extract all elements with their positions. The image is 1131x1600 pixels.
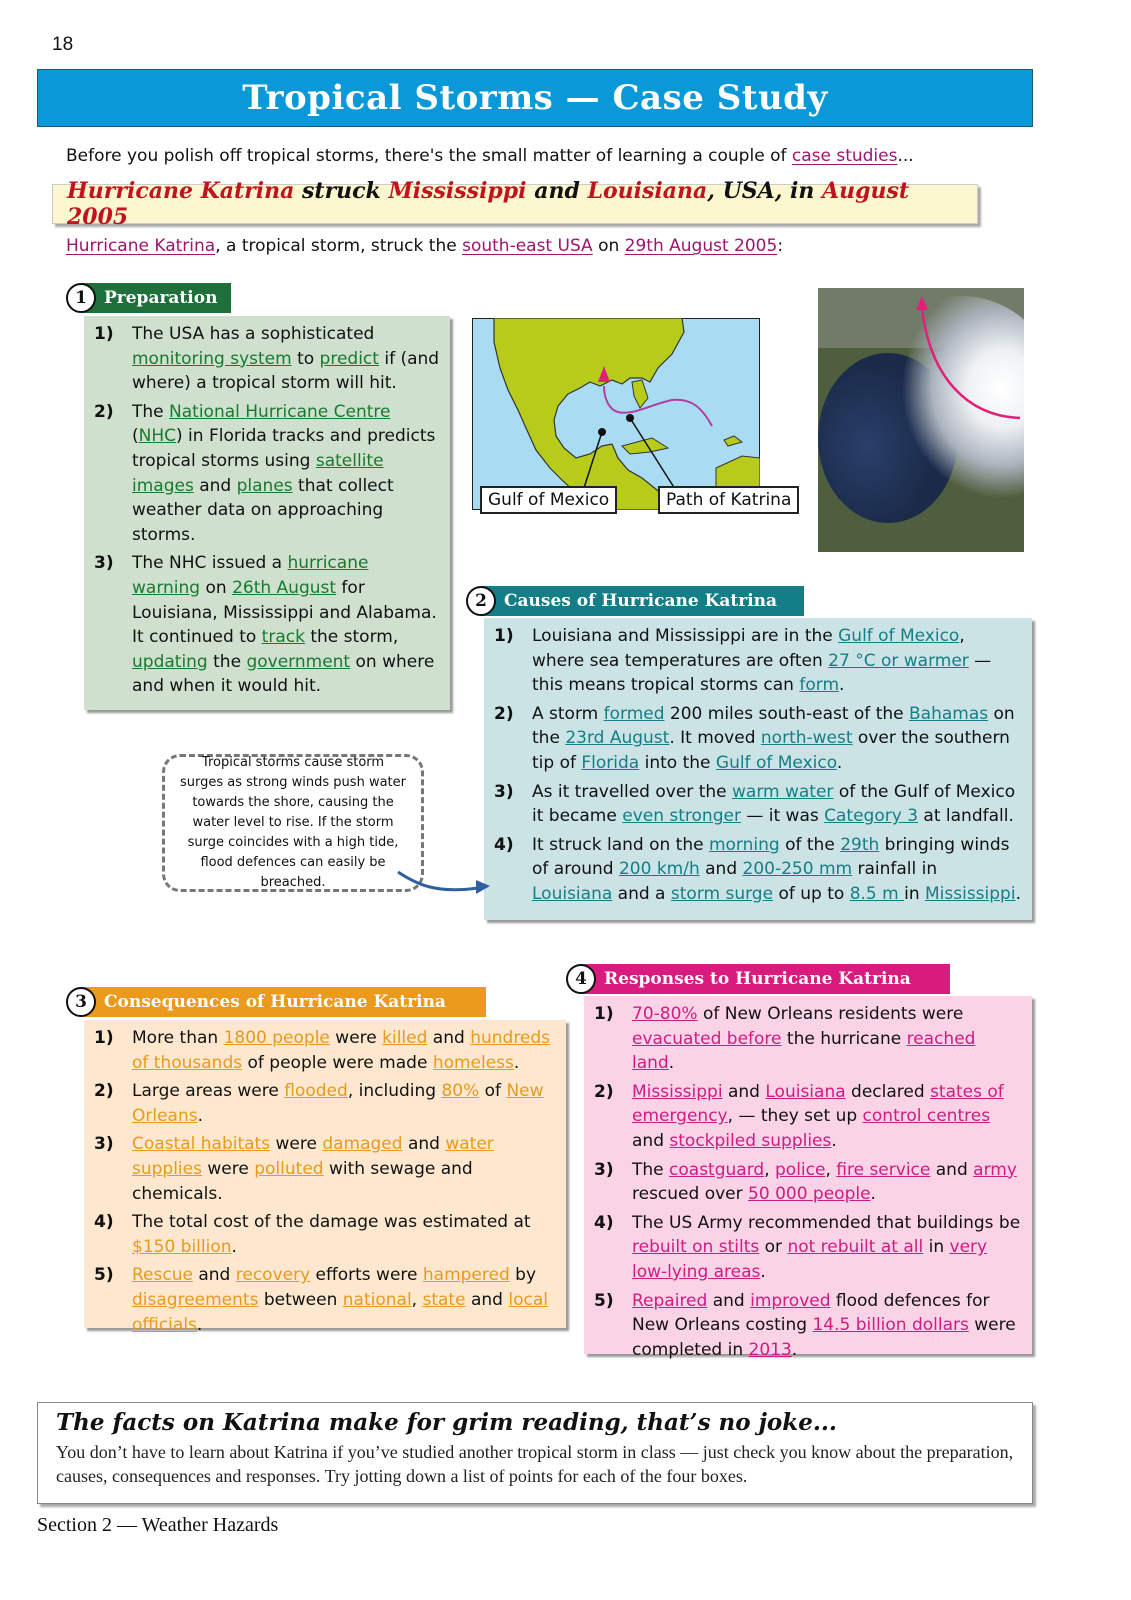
text: efforts were — [310, 1265, 423, 1286]
text: As it travelled over the — [532, 781, 732, 802]
text: , — [764, 1159, 775, 1180]
keyword: police — [775, 1159, 826, 1180]
keyword: water supplies — [132, 1134, 494, 1179]
responses-box — [584, 996, 1032, 1360]
keyword: damaged — [322, 1134, 403, 1155]
preparation-box — [84, 316, 450, 710]
text: . It moved — [669, 728, 761, 749]
text: over the southern tip of — [532, 728, 1010, 773]
keyword: Louisiana — [532, 883, 613, 904]
text: to — [291, 348, 320, 369]
intro-text — [66, 146, 914, 166]
keyword: 29th August 2005 — [624, 236, 778, 256]
keyword: planes — [236, 475, 293, 496]
item-number: 2) — [494, 703, 514, 724]
map-illustration — [472, 318, 760, 510]
item-number: 5) — [94, 1265, 114, 1286]
text: The total cost of the damage was estimated at — [132, 1212, 531, 1233]
page-number: 18 — [52, 34, 74, 55]
keyword: state — [422, 1289, 466, 1310]
text: The NHC issued a — [132, 553, 288, 574]
text: 200 miles south-east of the — [664, 703, 909, 724]
subtitle-text: struck — [294, 178, 389, 204]
text: and — [722, 1081, 766, 1102]
keyword: fire service — [836, 1159, 931, 1180]
text: More than — [132, 1028, 224, 1048]
keyword: north-west — [760, 728, 853, 749]
item-text — [632, 1211, 1022, 1285]
case-studies-link: case studies — [791, 146, 898, 166]
keyword: polluted — [254, 1158, 324, 1179]
text: and — [192, 1265, 236, 1286]
item-text — [132, 1210, 556, 1259]
text: . — [231, 1236, 237, 1257]
item-number: 2) — [94, 401, 114, 422]
list-item — [94, 400, 440, 548]
text: — this means tropical storms can — [532, 650, 992, 696]
item-number: 2) — [594, 1081, 614, 1102]
keyword: recovery — [235, 1265, 311, 1286]
summary-heading: The facts on Katrina make for grim reading, that’s no joke... — [56, 1409, 837, 1436]
keyword: Bahamas — [909, 703, 989, 724]
text: The USA has a sophisticated — [132, 324, 375, 344]
keyword: even stronger — [622, 806, 741, 827]
note-arrow-icon — [396, 864, 492, 904]
section-number: 3 — [66, 987, 96, 1017]
text: with sewage and chemicals. — [132, 1158, 473, 1204]
text: of up to — [773, 883, 850, 904]
item-text — [132, 551, 440, 699]
keyword: Repaired — [632, 1290, 708, 1311]
text: — it was — [740, 806, 825, 827]
text: in — [904, 883, 925, 904]
text: on — [200, 577, 233, 598]
text: of New Orleans residents were — [697, 1004, 964, 1024]
keyword: states of emergency — [632, 1081, 1004, 1127]
keyword: army — [973, 1159, 1017, 1180]
keyword: NHC — [138, 426, 177, 447]
text: . — [196, 1314, 203, 1335]
keyword: 70-80% — [632, 1004, 698, 1024]
text: were — [270, 1134, 323, 1155]
page-title: Tropical Storms — Case Study — [242, 78, 828, 118]
text: , including — [347, 1081, 442, 1102]
item-number: 3) — [594, 1159, 614, 1180]
keyword: 50 000 people — [748, 1184, 871, 1205]
text: ) in Florida tracks and predicts tropical storms using — [132, 426, 436, 471]
text: by — [509, 1265, 537, 1286]
text: , a tropical storm, struck the — [215, 236, 463, 256]
text: of the — [779, 834, 841, 855]
text: : — [777, 236, 784, 256]
text: and — [930, 1159, 974, 1180]
keyword: Gulf of Mexico — [715, 752, 837, 773]
text: and — [402, 1134, 446, 1155]
causes-box — [484, 618, 1032, 920]
text: or — [759, 1237, 788, 1258]
keyword: national — [342, 1289, 412, 1310]
subtitle-text: , USA, in — [707, 178, 823, 204]
section-title: Responses to Hurricane Katrina — [582, 964, 950, 994]
keyword: reached land — [632, 1028, 976, 1074]
text: ( — [132, 426, 139, 447]
text: . — [513, 1052, 520, 1073]
keyword: track — [261, 627, 305, 648]
item-number: 3) — [94, 553, 114, 574]
keyword: $150 billion — [132, 1236, 232, 1257]
text: if (and where) a tropical storm will hit. — [132, 348, 440, 394]
keyword: Category 3 — [824, 806, 919, 827]
consequences-header — [66, 985, 486, 1019]
text: It struck land on the — [532, 834, 709, 855]
subtitle-mississippi: Mississippi — [388, 178, 527, 204]
item-number: 4) — [594, 1212, 614, 1233]
text: , where sea temperatures are often — [532, 626, 965, 671]
keyword: not rebuilt at all — [787, 1237, 924, 1258]
item-text — [532, 624, 1022, 698]
text: of — [479, 1081, 507, 1102]
text: . — [791, 1339, 798, 1360]
text: on the — [532, 703, 1015, 749]
keyword: Hurricane Katrina — [66, 236, 216, 256]
summary-box — [37, 1402, 1033, 1504]
keyword: Louisiana — [765, 1081, 846, 1102]
text: , — [411, 1289, 423, 1310]
list-item — [494, 624, 1022, 698]
keyword: warm water — [732, 781, 834, 802]
keyword: 2013 — [748, 1339, 792, 1360]
text: . — [197, 1105, 204, 1126]
keyword: New Orleans — [132, 1081, 544, 1126]
keyword: coastguard — [669, 1159, 765, 1180]
list-item — [94, 551, 440, 699]
keyword: Rescue — [132, 1265, 193, 1286]
text: . — [870, 1184, 876, 1205]
keyword: 14.5 billion dollars — [812, 1315, 969, 1336]
list-item — [94, 1079, 556, 1128]
keyword: flooded — [284, 1081, 348, 1102]
item-text — [132, 1026, 556, 1075]
keyword: evacuated before — [632, 1028, 782, 1049]
text: at landfall. — [918, 806, 1014, 827]
keyword: hurricane warning — [132, 553, 369, 598]
keyword: storm surge — [670, 883, 774, 904]
text: the storm, — [304, 627, 399, 648]
item-number: 3) — [494, 781, 514, 802]
text: A storm — [532, 703, 604, 724]
subtitle-date: August 2005 — [67, 178, 910, 230]
list-item — [594, 1080, 1022, 1154]
keyword: 8.5 m — [849, 883, 905, 904]
text: were — [201, 1158, 255, 1179]
list-item — [94, 1026, 556, 1075]
intro-body: Before you polish off tropical storms, there's the small matter of learning a couple of — [66, 146, 792, 166]
case-study-subtitle — [52, 178, 978, 230]
text: on where and when it would hit. — [132, 651, 435, 697]
case-intro — [66, 236, 783, 256]
keyword: 80% — [441, 1081, 480, 1102]
text: . — [760, 1261, 766, 1282]
gulf-map — [472, 318, 760, 510]
keyword: stockpiled supplies — [669, 1130, 832, 1151]
keyword: local officials — [132, 1289, 548, 1335]
satellite-image — [818, 288, 1024, 552]
keyword: killed — [382, 1028, 428, 1048]
item-text — [132, 322, 440, 396]
list-item — [94, 322, 440, 396]
text: the hurricane — [781, 1028, 907, 1049]
list-item — [494, 780, 1022, 829]
item-text — [532, 780, 1022, 829]
responses-header — [566, 962, 950, 996]
item-number: 3) — [94, 1134, 114, 1155]
subtitle-louisiana: Louisiana — [587, 178, 708, 204]
keyword: 23rd August — [565, 728, 670, 749]
text: Louisiana and Mississippi are in the — [532, 626, 839, 646]
subtitle-text: and — [526, 178, 588, 204]
section-number: 1 — [66, 283, 96, 313]
keyword: monitoring system — [132, 348, 292, 369]
text: on — [592, 236, 625, 256]
text: that collect weather data on approaching storms. — [132, 475, 394, 545]
list-item — [94, 1210, 556, 1259]
item-text — [532, 702, 1022, 776]
text: rescued over — [632, 1184, 749, 1205]
page-banner — [37, 69, 1033, 127]
text: and — [699, 859, 743, 880]
item-text — [132, 1132, 556, 1206]
text: and a — [612, 883, 671, 904]
text: rainfall in — [852, 859, 938, 880]
keyword: formed — [603, 703, 665, 724]
text: . — [839, 675, 845, 696]
text: for Louisiana, Mississippi and Alabama. It continued to — [132, 577, 437, 648]
item-number: 4) — [494, 834, 514, 855]
item-text — [632, 1158, 1022, 1207]
text: and — [707, 1290, 751, 1311]
section-title: Causes of Hurricane Katrina — [482, 586, 804, 616]
keyword: homeless — [432, 1052, 514, 1073]
item-number: 4) — [94, 1212, 114, 1233]
keyword: Mississippi — [925, 883, 1016, 904]
keyword: Florida — [581, 752, 640, 773]
item-text — [132, 1263, 556, 1337]
list-item — [94, 1132, 556, 1206]
list-item — [494, 702, 1022, 776]
keyword: 29th — [840, 834, 880, 855]
intro-ellipsis: ... — [897, 146, 914, 166]
keyword: Coastal habitats — [132, 1134, 271, 1155]
item-number: 1) — [594, 1004, 614, 1024]
text: The US Army recommended that buildings be — [632, 1212, 1021, 1233]
path-of-katrina-label: Path of Katrina — [658, 486, 799, 514]
keyword: improved — [750, 1290, 831, 1311]
keyword: Gulf of Mexico — [838, 626, 960, 646]
keyword: rebuilt on stilts — [632, 1237, 760, 1258]
item-text — [632, 1289, 1022, 1363]
text: . — [836, 752, 843, 773]
keyword: south-east USA — [462, 236, 593, 256]
text: the — [207, 651, 247, 672]
subtitle-hurricane: Hurricane Katrina — [67, 178, 295, 204]
keyword: control centres — [862, 1106, 991, 1127]
item-text — [632, 1002, 1022, 1076]
keyword: morning — [708, 834, 780, 855]
keyword: 26th August — [232, 577, 337, 598]
keyword: 27 °C or warmer — [828, 650, 969, 671]
list-item — [94, 1263, 556, 1337]
list-item — [594, 1211, 1022, 1285]
keyword: form — [799, 675, 840, 696]
text: Large areas were — [132, 1081, 285, 1102]
section-footer: Section 2 — Weather Hazards — [37, 1514, 279, 1536]
keyword: National Hurricane Centre — [169, 401, 391, 422]
item-text — [132, 1079, 556, 1128]
causes-header — [466, 584, 804, 618]
item-number: 1) — [94, 1028, 114, 1048]
text: were completed in — [632, 1315, 1016, 1360]
section-number: 2 — [466, 586, 496, 616]
text: bringing winds of around — [532, 834, 1010, 880]
item-number: 1) — [494, 626, 514, 646]
text: into the — [639, 752, 716, 773]
keyword: very low-lying areas — [632, 1237, 988, 1282]
consequences-box — [84, 1020, 566, 1335]
text: and — [465, 1289, 509, 1310]
keyword: hampered — [422, 1265, 510, 1286]
keyword: Mississippi — [632, 1081, 723, 1102]
preparation-header — [66, 281, 231, 315]
item-number: 2) — [94, 1081, 114, 1102]
text: between — [258, 1289, 343, 1310]
keyword: 200 km/h — [618, 859, 700, 880]
text: declared — [845, 1081, 931, 1102]
keyword: disagreements — [132, 1289, 259, 1310]
text: . — [668, 1053, 675, 1074]
keyword: predict — [319, 348, 379, 369]
text: were — [329, 1028, 383, 1048]
list-item — [594, 1289, 1022, 1363]
list-item — [594, 1158, 1022, 1207]
keyword: 1800 people — [223, 1028, 330, 1048]
keyword: government — [246, 651, 351, 672]
keyword: 200-250 mm — [742, 859, 853, 880]
keyword: updating — [132, 651, 208, 672]
summary-text: You don’t have to learn about Katrina if you’ve studied another tropical storm in class — just check you know about the preparation, causes, consequences and responses. Try jotting down a list of points for each of the four boxes. — [56, 1442, 1014, 1486]
text: . — [1015, 883, 1021, 904]
item-text — [532, 833, 1022, 907]
text: in — [923, 1237, 950, 1258]
text: and — [632, 1130, 670, 1151]
list-item — [594, 1002, 1022, 1076]
text: and — [193, 475, 237, 496]
section-title: Consequences of Hurricane Katrina — [82, 987, 486, 1017]
item-text — [132, 400, 440, 548]
keyword: satellite images — [132, 450, 384, 496]
item-text — [632, 1080, 1022, 1154]
text: , — [825, 1159, 837, 1180]
section-title: Preparation — [82, 283, 231, 313]
text: The — [632, 1159, 670, 1180]
text: flood defences for New Orleans costing — [632, 1290, 990, 1336]
keyword: hundreds of thousands — [132, 1028, 551, 1073]
text: of the Gulf of Mexico it became — [532, 781, 1016, 827]
hurricane-satellite-photo — [818, 288, 1024, 552]
text: of people were made — [242, 1052, 433, 1073]
text: and — [427, 1028, 471, 1048]
section-number: 4 — [566, 964, 596, 994]
storm-surge-note: Tropical storms cause storm surges as strong winds push water towards the shore, causing the water level to rise. If the storm surge coincides with a high tide, flood defences can easily be breached. — [162, 754, 424, 892]
item-number: 1) — [94, 324, 114, 344]
item-number: 5) — [594, 1290, 614, 1311]
text: The — [132, 401, 170, 422]
gulf-of-mexico-label: Gulf of Mexico — [480, 486, 617, 514]
text: . — [831, 1130, 837, 1151]
list-item — [494, 833, 1022, 907]
text: , — they set up — [727, 1106, 863, 1127]
